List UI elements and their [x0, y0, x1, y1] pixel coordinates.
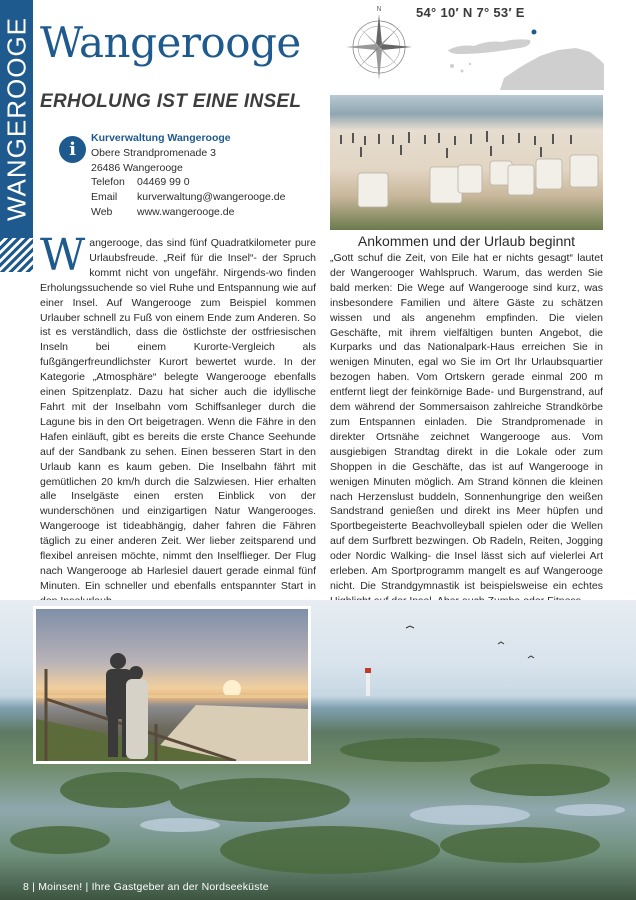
beach-gymnastics-photo [330, 95, 603, 230]
page-subtitle: ERHOLUNG IST EINE INSEL [40, 91, 302, 112]
article-left-text: angerooge, das sind fünf Quadratkilometer pure Urlaubsfreude. „Reif für die Insel“- der Spruch kommt nicht von ungefähr. Nirgends-wo finden Erholungssuchende so viel Ruhe und Entspannung wie auf einer Insel. Auf Wangerooge zum Beispiel kommen Urlauber schnell zu Fuß von einem Ende zum Anderen. So ist es verständlich, dass die östlichste der ostfriesischen Inseln bei einem Kurorte-Vergleich als fußgängerfreundlichster Kurort bewertet wurde. In der Kategorie „Atmosphäre“ belegte Wangerooge ebenfalls einen Spitzenplatz. Dazu hat sicher auch die idyllische Fahrt mit der Inselbahn vom Schiffsanleger durch die Lagune bis in den Ort beigetragen. Wenn die Fähre in den Hafen einläuft, gibt es bereits die erste Chance Seehunde auf der Sandbank zu sehen. Einen besseren Start in den Urlaub kann es kaum geben. Die Inselbahn fährt mit gemütlichen 20 km/h durch die Salzwiesen. Hier erhalten alle Inselgäste einen ersten Einblick von der wunderschönen und einzigartigen Natur Wangerooges. Wangerooge ist tideabhängig, daher fahren die Fähren täglich zu einer anderen Zeit. Wer lieber zeitsparend und flexibel anreisen möchte, nimmt den Inselflieger. Der Flug nach Wangerooge ab Harlesiel dauert gerade einmal fünf Minuten. Ein schneller und ebenfalls entspannter Start in [40, 237, 316, 592]
page-title: Wangerooge [40, 18, 301, 67]
section-heading: Ankommen und der Urlaub beginnt [357, 233, 576, 249]
svg-text:N: N [376, 5, 382, 13]
island-map [440, 26, 604, 90]
dropcap-letter: W [40, 230, 86, 281]
info-icon: i [59, 136, 86, 163]
article-right-column [330, 251, 603, 609]
compass-rose-icon [343, 2, 415, 88]
location-marker-icon [532, 30, 537, 35]
beach-photo-detail [330, 95, 603, 230]
couple-photo-detail [36, 609, 308, 761]
contact-row-phone: Telefon 04469 99 0 [91, 176, 190, 189]
side-tab-stripes [0, 238, 33, 272]
email-link[interactable]: kurverwaltung@wangerooge.de [137, 191, 286, 204]
contact-block [91, 131, 285, 220]
article-right-text: „Gott schuf die Zeit, von Eile hat er nichts gesagt“ lautet der Wangerooger Wahlspruch. Warum, das werden Sie bald merken: Die Wege auf Wangerooge sind kurz, was insbesondere Familien und ältere Gäste zu schätzen wissen und als angenehm empfinden. Die vielen Geschäfte, mit ihrem vielfältigen bunten Angebot, die Kurparks und das Nationalpark-Haus erreichen Sie in wenigen Minuten, egal wo Sie im Ort Ihr Urlaubsquartier bezogen haben. Vom Ortskern gerade einmal 200 m entfernt liegt der feinkörnige Bade- und Burgenstrand, auf dem während der Sommersaison zahlreiche Strandkörbe zum Entspannen einladen. Die Strandpromenade in direkter Ortsnähe zeichnet Wangerooge aus. Vom ausgiebigen Strandtag direkt in die Lokale oder zum Shoppen in die Geschäfte, das ist auf Wangerooge in wenigen Minuten möglich. Am Strand können die kleinen nach Herzenslust buddeln, Sonnenhungrige den weißen Sandstrand genießen und direkt ins Meer hüpfen und Sportbegeisterte Beachvolleyball spielen oder die Wellen auf dem Surfbrett bezwingen. Ob Radeln, Reiten, Jogging oder Nordic Walking- die Insel lässt sich auf vielerlei Art erleben. Am Sportprogramm mangelt es auf Wangerooge nicht. Die Strandgymnastik ist beispielsweise ein echtes [330, 252, 603, 592]
side-tab [0, 0, 33, 238]
couple-sunset-photo [33, 606, 311, 764]
contact-city: 26486 Wangerooge [91, 161, 183, 174]
contact-organization: Kurverwaltung Wangerooge [91, 132, 231, 144]
coordinates-label: 54° 10′ N 7° 53′ E [416, 5, 525, 20]
page-footer: 8 | Moinsen! | Ihre Gastgeber an der Nordseeküste [23, 881, 269, 893]
contact-street: Obere Strandpromenade 3 [91, 146, 216, 159]
article-left-column [40, 230, 316, 609]
side-tab-label: WANGEROOGE [1, 16, 31, 222]
web-link[interactable]: www.wangerooge.de [137, 205, 235, 218]
contact-row-web: Web www.wangerooge.de [91, 205, 235, 218]
contact-row-email: Email kurverwaltung@wangerooge.de [91, 191, 286, 204]
